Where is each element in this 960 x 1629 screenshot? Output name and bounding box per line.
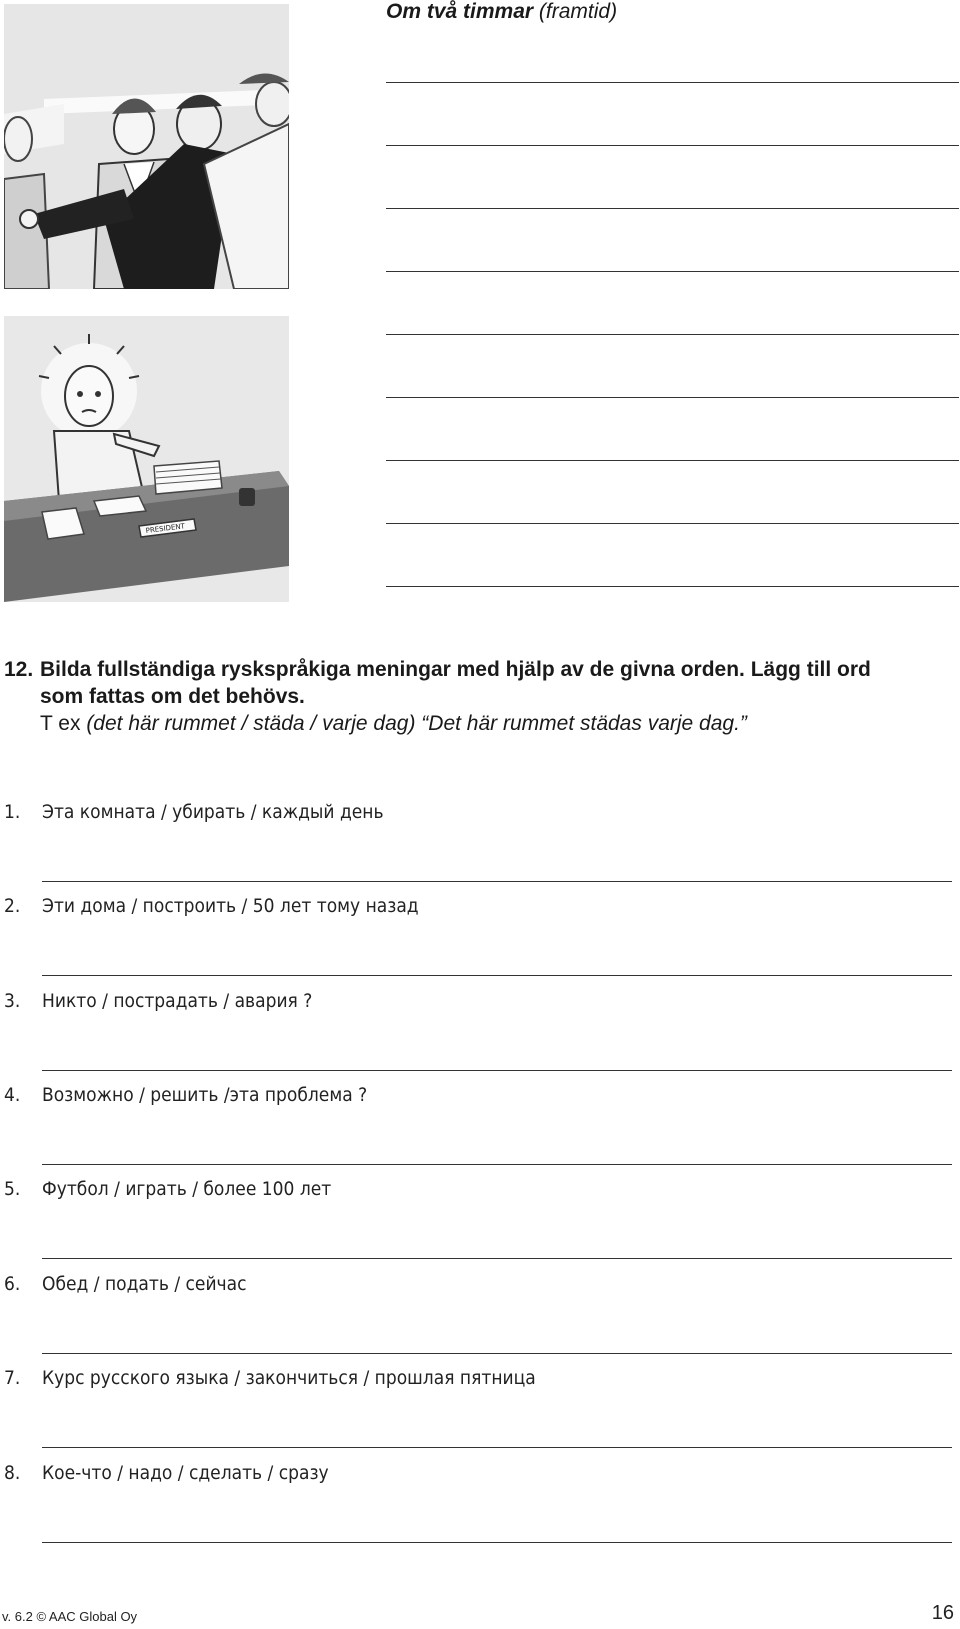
- item-text: Футбол / играть / более 100 лет: [42, 1178, 332, 1200]
- exercise-item: [4, 989, 312, 1013]
- exercise-item: [4, 1272, 247, 1296]
- heading-time: Om två timmar: [386, 0, 534, 23]
- writing-line[interactable]: [386, 586, 959, 587]
- answer-line[interactable]: [42, 1353, 952, 1354]
- item-text: Эти дома / построить / 50 лет тому назад: [42, 895, 419, 917]
- item-text: Эта комната / убирать / каждый день: [42, 801, 384, 823]
- item-number: 4.: [4, 1084, 21, 1106]
- heading-tense: (framtid): [538, 0, 618, 23]
- writing-line[interactable]: [386, 82, 959, 83]
- exercise-item: [4, 1177, 331, 1201]
- example-text: (det här rummet / städa / varje dag) “Det här rummet städas varje dag.”: [86, 712, 747, 735]
- item-number: 7.: [4, 1367, 21, 1389]
- answer-line[interactable]: [42, 1542, 952, 1543]
- task-line-2: som fattas om det behövs.: [40, 685, 305, 708]
- item-number: 8.: [4, 1462, 21, 1484]
- item-number: 5.: [4, 1178, 21, 1200]
- exercise-item: [4, 1366, 536, 1390]
- exercise-item: [4, 1461, 329, 1485]
- heading: [386, 0, 617, 24]
- page-number: 16: [931, 1602, 954, 1624]
- writing-line[interactable]: [386, 145, 959, 146]
- president-illustration: [4, 316, 289, 602]
- writing-line[interactable]: [386, 334, 959, 335]
- task-number: 12.: [4, 658, 34, 681]
- item-number: 1.: [4, 801, 21, 823]
- president-sign: PRESIDENT: [145, 522, 186, 535]
- task-line-1: Bilda fullständiga ryskspråkiga meningar med hjälp av de givna orden. Lägg till ord: [40, 658, 871, 681]
- item-text: Никто / пострадать / авария ?: [42, 990, 313, 1012]
- task-example: [4, 710, 934, 737]
- writing-line[interactable]: [386, 397, 959, 398]
- footer-version: v. 6.2 © AAC Global Oy: [2, 1609, 138, 1624]
- handshake-illustration: [4, 4, 289, 289]
- answer-line[interactable]: [42, 1258, 952, 1259]
- item-text: Кое-что / надо / сделать / сразу: [42, 1462, 329, 1484]
- exercise-item: [4, 1083, 367, 1107]
- example-prefix: T ex: [40, 712, 81, 735]
- task-instructions: [4, 656, 934, 737]
- writing-line[interactable]: [386, 271, 959, 272]
- answer-line[interactable]: [42, 975, 952, 976]
- writing-line[interactable]: [386, 523, 959, 524]
- writing-line[interactable]: [386, 208, 959, 209]
- answer-line[interactable]: [42, 1164, 952, 1165]
- writing-line[interactable]: [386, 460, 959, 461]
- exercise-item: [4, 800, 384, 824]
- item-text: Курс русского языка / закончиться / прошлая пятница: [42, 1367, 536, 1389]
- item-number: 3.: [4, 990, 21, 1012]
- answer-line[interactable]: [42, 881, 952, 882]
- handshake-cartoon-icon: [4, 4, 289, 289]
- item-number: 2.: [4, 895, 21, 917]
- answer-line[interactable]: [42, 1070, 952, 1071]
- item-text: Обед / подать / сейчас: [42, 1273, 247, 1295]
- answer-line[interactable]: [42, 1447, 952, 1448]
- item-number: 6.: [4, 1273, 21, 1295]
- item-text: Возможно / решить /эта проблема ?: [42, 1084, 368, 1106]
- exercise-item: [4, 894, 419, 918]
- president-at-desk-icon: [4, 316, 289, 602]
